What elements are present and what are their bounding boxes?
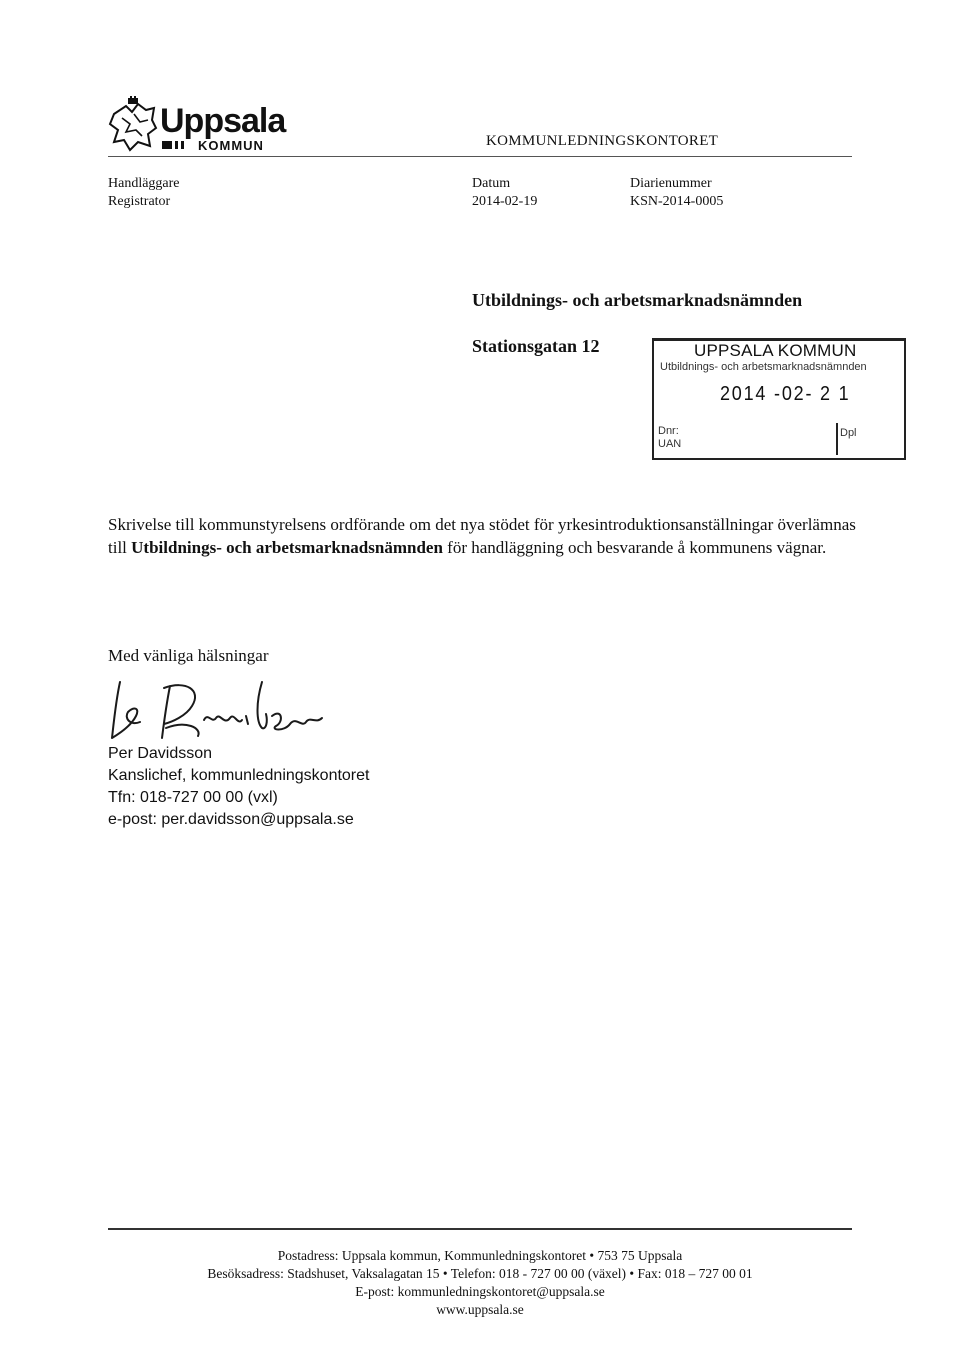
logo-wordmark: Uppsala: [160, 102, 286, 140]
logo-bars-icon: [162, 140, 196, 150]
recipient-name: Utbildnings- och arbetsmarknadsnämnden: [472, 290, 803, 310]
signer-email: e-post: per.davidsson@uppsala.se: [108, 811, 354, 828]
meta-diary: [630, 175, 723, 211]
meta-handler: [108, 175, 180, 211]
stamp-dnr-label: Dnr:: [658, 425, 679, 437]
date-value: 2014-02-19: [472, 194, 538, 209]
footer-email: E-post: kommunledningskontoret@uppsala.se: [355, 1284, 605, 1299]
header-divider: [108, 156, 852, 157]
body-text-1: Skrivelse till kommunstyrelsens ordförande om det nya stödet för yrkesintroduktionsanställningar överlämnas till: [108, 515, 856, 557]
received-stamp: [652, 338, 906, 460]
footer-website: www.uppsala.se: [436, 1302, 524, 1317]
registrar-label: Registrator: [108, 194, 171, 209]
uppsala-logo: [108, 96, 308, 154]
footer-postal: Postadress: Uppsala kommun, Kommunledningskontoret • 753 75 Uppsala: [277, 1248, 683, 1263]
diary-label: Diarienummer: [630, 176, 712, 191]
stamp-divider: [836, 423, 838, 455]
body-text-2: för handläggning och besvarande å kommunens vägnar.: [442, 538, 827, 557]
footer-visit: Besöksadress: Stadshuset, Vaksalagatan 15 • Telefon: 018 - 727 00 00 (växel) • Fax: 018 – 727 00 01: [207, 1266, 753, 1281]
stamp-dpl-label: Dpl: [840, 427, 857, 439]
body-paragraph: [108, 513, 868, 559]
footer-divider: [108, 1228, 852, 1230]
meta-date: [472, 175, 537, 211]
date-label: Datum: [472, 176, 511, 191]
stamp-org: UPPSALA KOMMUN: [694, 341, 857, 360]
stamp-dnr: [658, 425, 681, 451]
body-text-bold: Utbildnings- och arbetsmarknadsnämnden: [131, 538, 443, 557]
stamp-dnr-value: UAN: [658, 438, 682, 450]
stamp-dept: Utbildnings- och arbetsmarknadsnämnden: [660, 361, 867, 373]
handler-label: Handläggare: [108, 176, 180, 191]
signer-title: Kanslichef, kommunledningskontoret: [108, 767, 370, 784]
recipient-address: Stationsgatan 12: [472, 336, 600, 356]
closing-greeting: Med vänliga hälsningar: [108, 646, 269, 665]
handwritten-signature: [106, 672, 336, 744]
stamp-date: 2014 -02- 2 1: [720, 383, 851, 405]
signature-block: [108, 743, 369, 831]
signer-phone: Tfn: 018-727 00 00 (vxl): [108, 789, 278, 806]
office-name: KOMMUNLEDNINGSKONTORET: [486, 133, 719, 149]
uppsala-crest-icon: [108, 96, 160, 154]
signer-name: Per Davidsson: [108, 745, 213, 762]
footer: [108, 1247, 852, 1319]
diary-value: KSN-2014-0005: [630, 194, 724, 209]
logo-subtitle: KOMMUN: [198, 138, 264, 153]
